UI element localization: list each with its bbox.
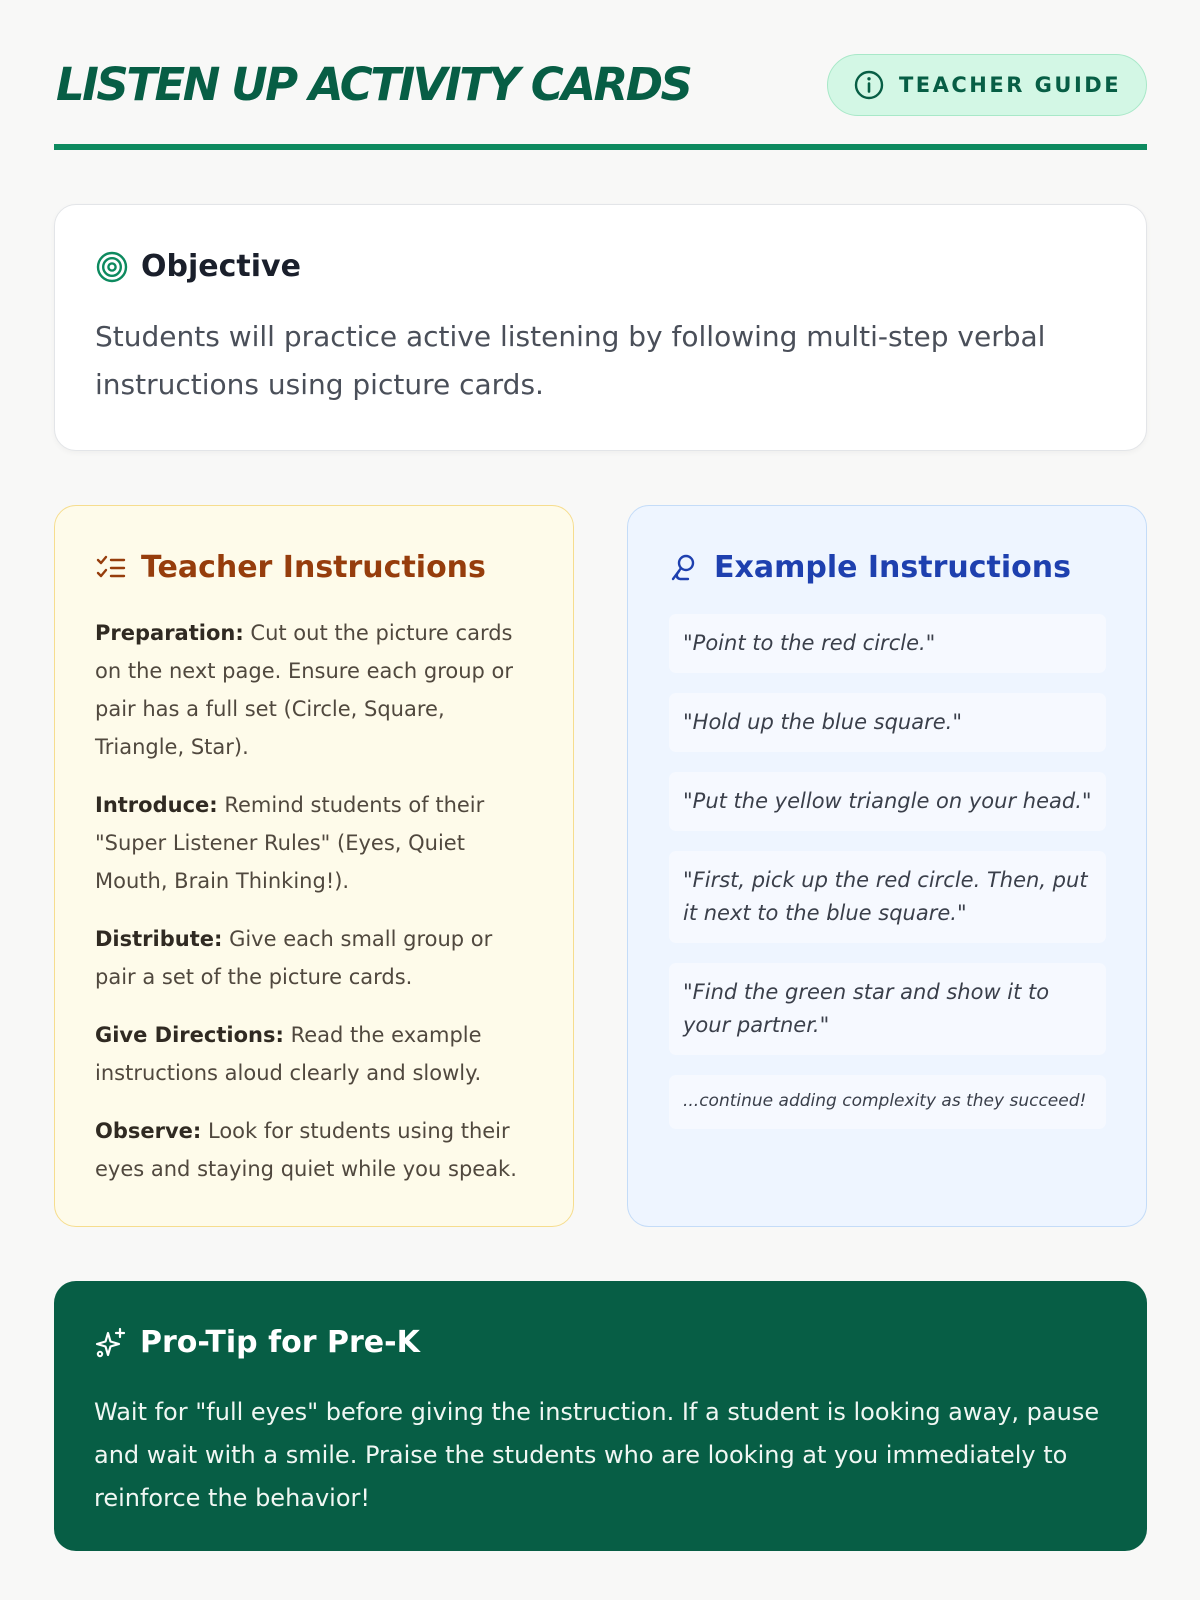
example-footer-note: ...continue adding complexity as they succeed! — [669, 1075, 1106, 1129]
step-distribute — [95, 920, 535, 996]
teacher-instructions-heading: Teacher Instructions — [141, 550, 486, 585]
step-give-directions — [95, 1016, 535, 1092]
objective-card — [54, 204, 1147, 451]
page-header — [54, 50, 1147, 150]
step-term: Observe: — [95, 1119, 202, 1143]
step-text: Look for students using their eyes and staying quiet while you speak. — [95, 1119, 517, 1181]
objective-heading-row — [95, 249, 301, 284]
checklist-icon — [95, 552, 127, 584]
target-icon — [95, 250, 129, 284]
step-text: Cut out the picture cards on the next page. Ensure each group or pair has a full set (Circle, Square, Triangle, Star). — [95, 621, 514, 759]
page-title: LISTEN UP ACTIVITY CARDS — [56, 58, 691, 111]
example-instructions-heading-row — [668, 550, 1071, 585]
sparkles-icon — [94, 1326, 128, 1360]
example-instructions-heading: Example Instructions — [714, 550, 1071, 585]
pro-tip-text: Wait for "full eyes" before giving the instruction. If a student is looking away, pause and wait with a smile. Praise the students who are looking at you immediately to reinforce the behavior! — [94, 1398, 1100, 1512]
objective-text: Students will practice active listening by following multi-step verbal instructions using picture cards. — [95, 320, 1046, 401]
teacher-guide-label: TEACHER GUIDE — [898, 73, 1122, 97]
step-introduce — [95, 786, 535, 900]
example-instructions-card — [627, 505, 1147, 1227]
example-item: "Find the green star and show it to your partner." — [669, 963, 1106, 1055]
step-term: Give Directions: — [95, 1023, 284, 1047]
step-term: Preparation: — [95, 621, 244, 645]
pro-tip-heading: Pro-Tip for Pre-K — [140, 1325, 420, 1360]
step-term: Introduce: — [95, 793, 218, 817]
step-term: Distribute: — [95, 927, 223, 951]
teacher-steps-list — [95, 614, 535, 1208]
teacher-instructions-card — [54, 505, 574, 1227]
example-list — [669, 614, 1106, 1149]
step-observe — [95, 1112, 535, 1188]
step-text: Give each small group or pair a set of the picture cards. — [95, 927, 493, 989]
microphone-icon — [668, 552, 700, 584]
pro-tip-card — [54, 1281, 1147, 1551]
example-item: "Point to the red circle." — [669, 614, 1106, 673]
example-item: "Put the yellow triangle on your head." — [669, 772, 1106, 831]
info-icon — [853, 69, 885, 101]
example-item: "First, pick up the red circle. Then, put it next to the blue square." — [669, 851, 1106, 943]
step-preparation — [95, 614, 535, 766]
step-text: Read the example instructions aloud clearly and slowly. — [95, 1023, 482, 1085]
step-text: Remind students of their "Super Listener Rules" (Eyes, Quiet Mouth, Brain Thinking!). — [95, 793, 485, 893]
teacher-guide-badge[interactable] — [827, 54, 1147, 116]
pro-tip-heading-row — [94, 1325, 420, 1360]
example-item: "Hold up the blue square." — [669, 693, 1106, 752]
teacher-instructions-heading-row — [95, 550, 486, 585]
objective-heading: Objective — [141, 249, 301, 284]
